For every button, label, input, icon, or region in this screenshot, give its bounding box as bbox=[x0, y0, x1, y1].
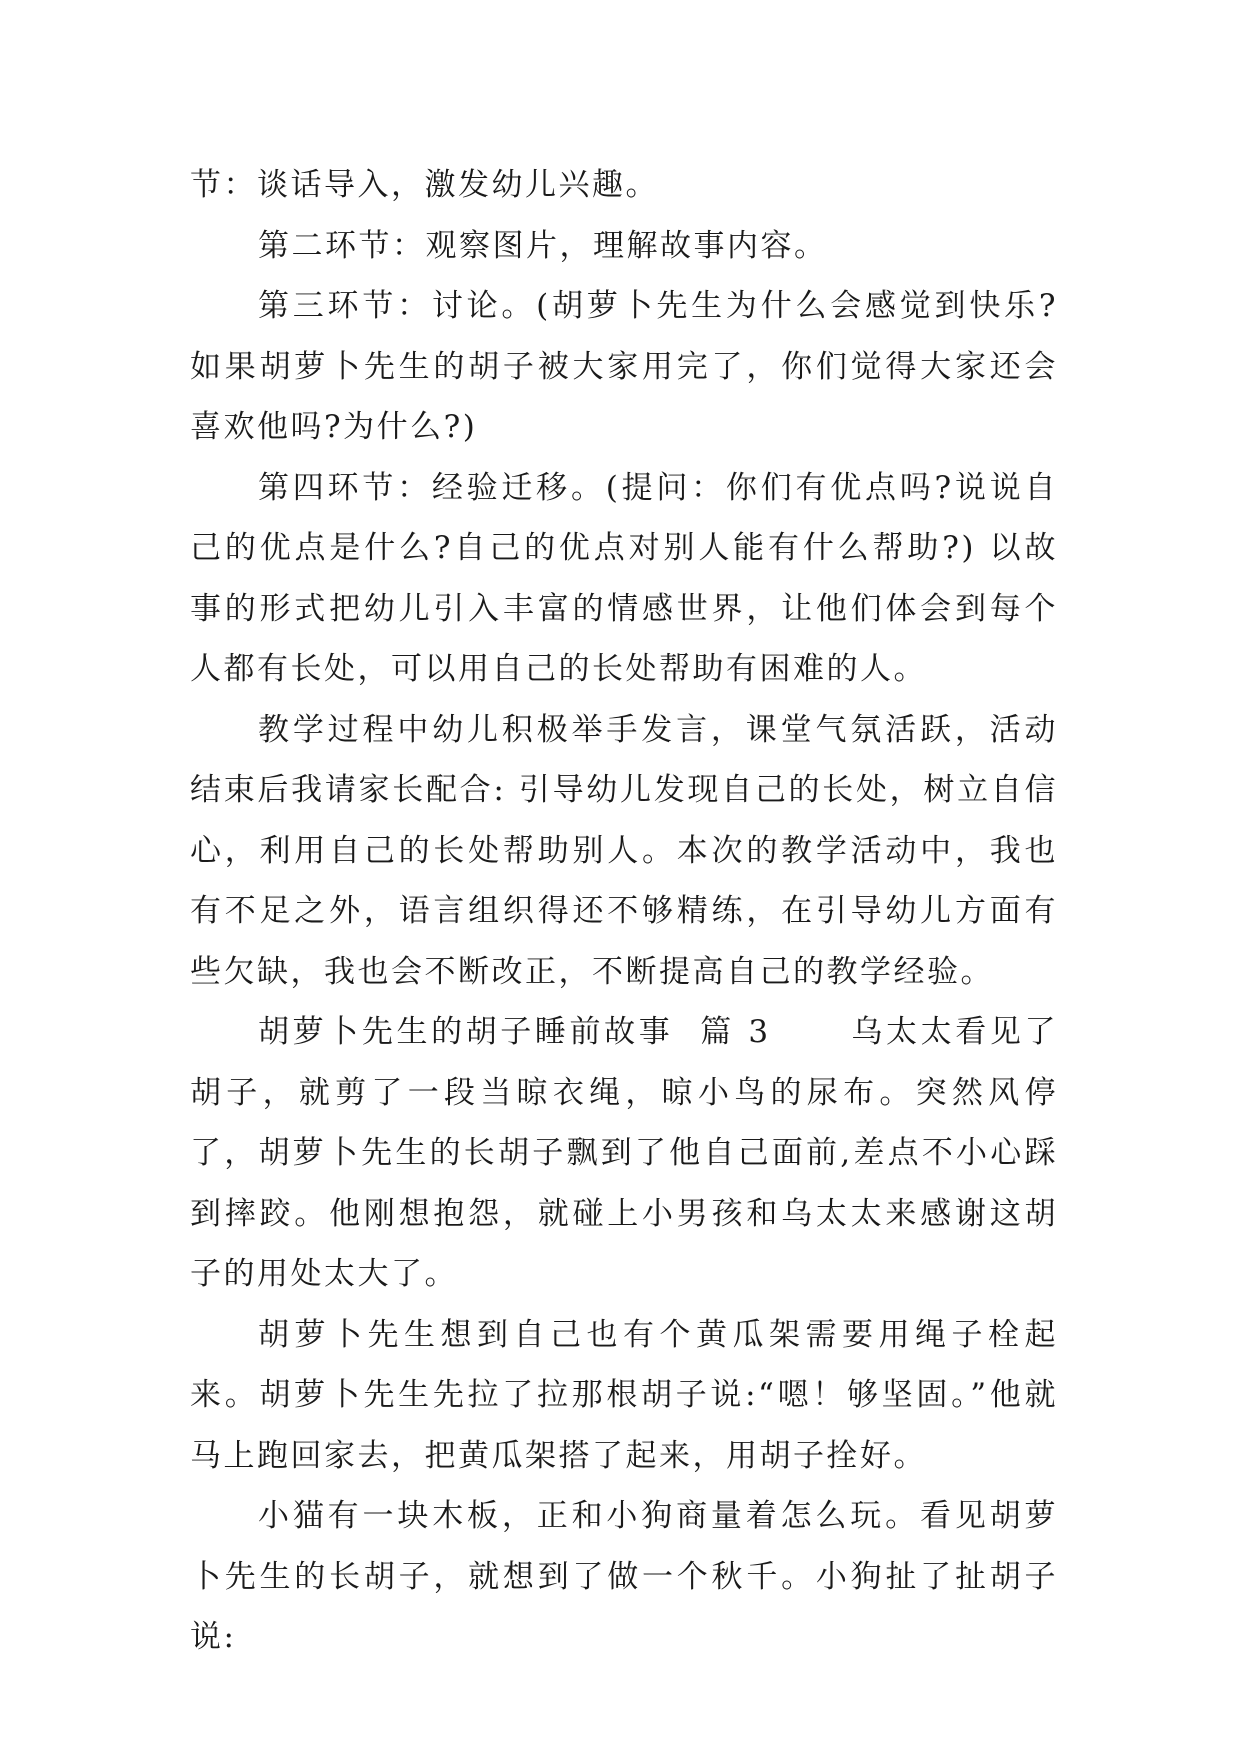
paragraph-3: 第三环节：讨论。(胡萝卜先生为什么会感觉到快乐?如果胡萝卜先生的胡子被大家用完了，你们觉得大家还会喜欢他吗?为什么?) bbox=[190, 288, 1058, 445]
paragraph-7: 胡萝卜先生想到自己也有个黄瓜架需要用绳子栓起来。胡萝卜先生先拉了拉那根胡子说:“嗯！够坚固。”他就马上跑回家去，把黄瓜架搭了起来，用胡子拴好。 bbox=[190, 1316, 1058, 1474]
document-body bbox=[190, 155, 1058, 1668]
paragraph-2: 第二环节：观察图片，理解故事内容。 bbox=[258, 227, 828, 264]
paragraph-8: 小猫有一块木板，正和小狗商量着怎么玩。看见胡萝卜先生的长胡子，就想到了做一个秋千。小狗扯了扯胡子说: bbox=[190, 1498, 1058, 1655]
paragraph-4: 第四环节：经验迁移。(提问：你们有优点吗?说说自己的优点是什么?自己的优点对别人能有什么帮助?) 以故事的形式把幼儿引入丰富的情感世界，让他们体会到每个人都有长处，可以用自己的长处帮助有困难的人。 bbox=[190, 469, 1058, 687]
paragraph-6: 胡萝卜先生的胡子睡前故事 篇 3 乌太太看见了胡子，就剪了一段当晾衣绳，晾小鸟的尿布。突然风停了，胡萝卜先生的长胡子飘到了他自己面前,差点不小心踩到摔跤。他刚想抱怨，就碰上小男孩和乌太太来感谢这胡子的用处太大了。 bbox=[190, 1014, 1058, 1292]
paragraph-1: 节：谈话导入，激发幼儿兴趣。 bbox=[190, 167, 659, 203]
paragraph-5: 教学过程中幼儿积极举手发言，课堂气氛活跃，活动结束后我请家长配合: 引导幼儿发现自己的长处，树立自信心，利用自己的长处帮助别人。本次的教学活动中，我也有不足之外，语言组织得还不够精练，在引导幼儿方面有些欠缺，我也会不断改正，不断提高自己的教学经验。 bbox=[190, 711, 1058, 990]
